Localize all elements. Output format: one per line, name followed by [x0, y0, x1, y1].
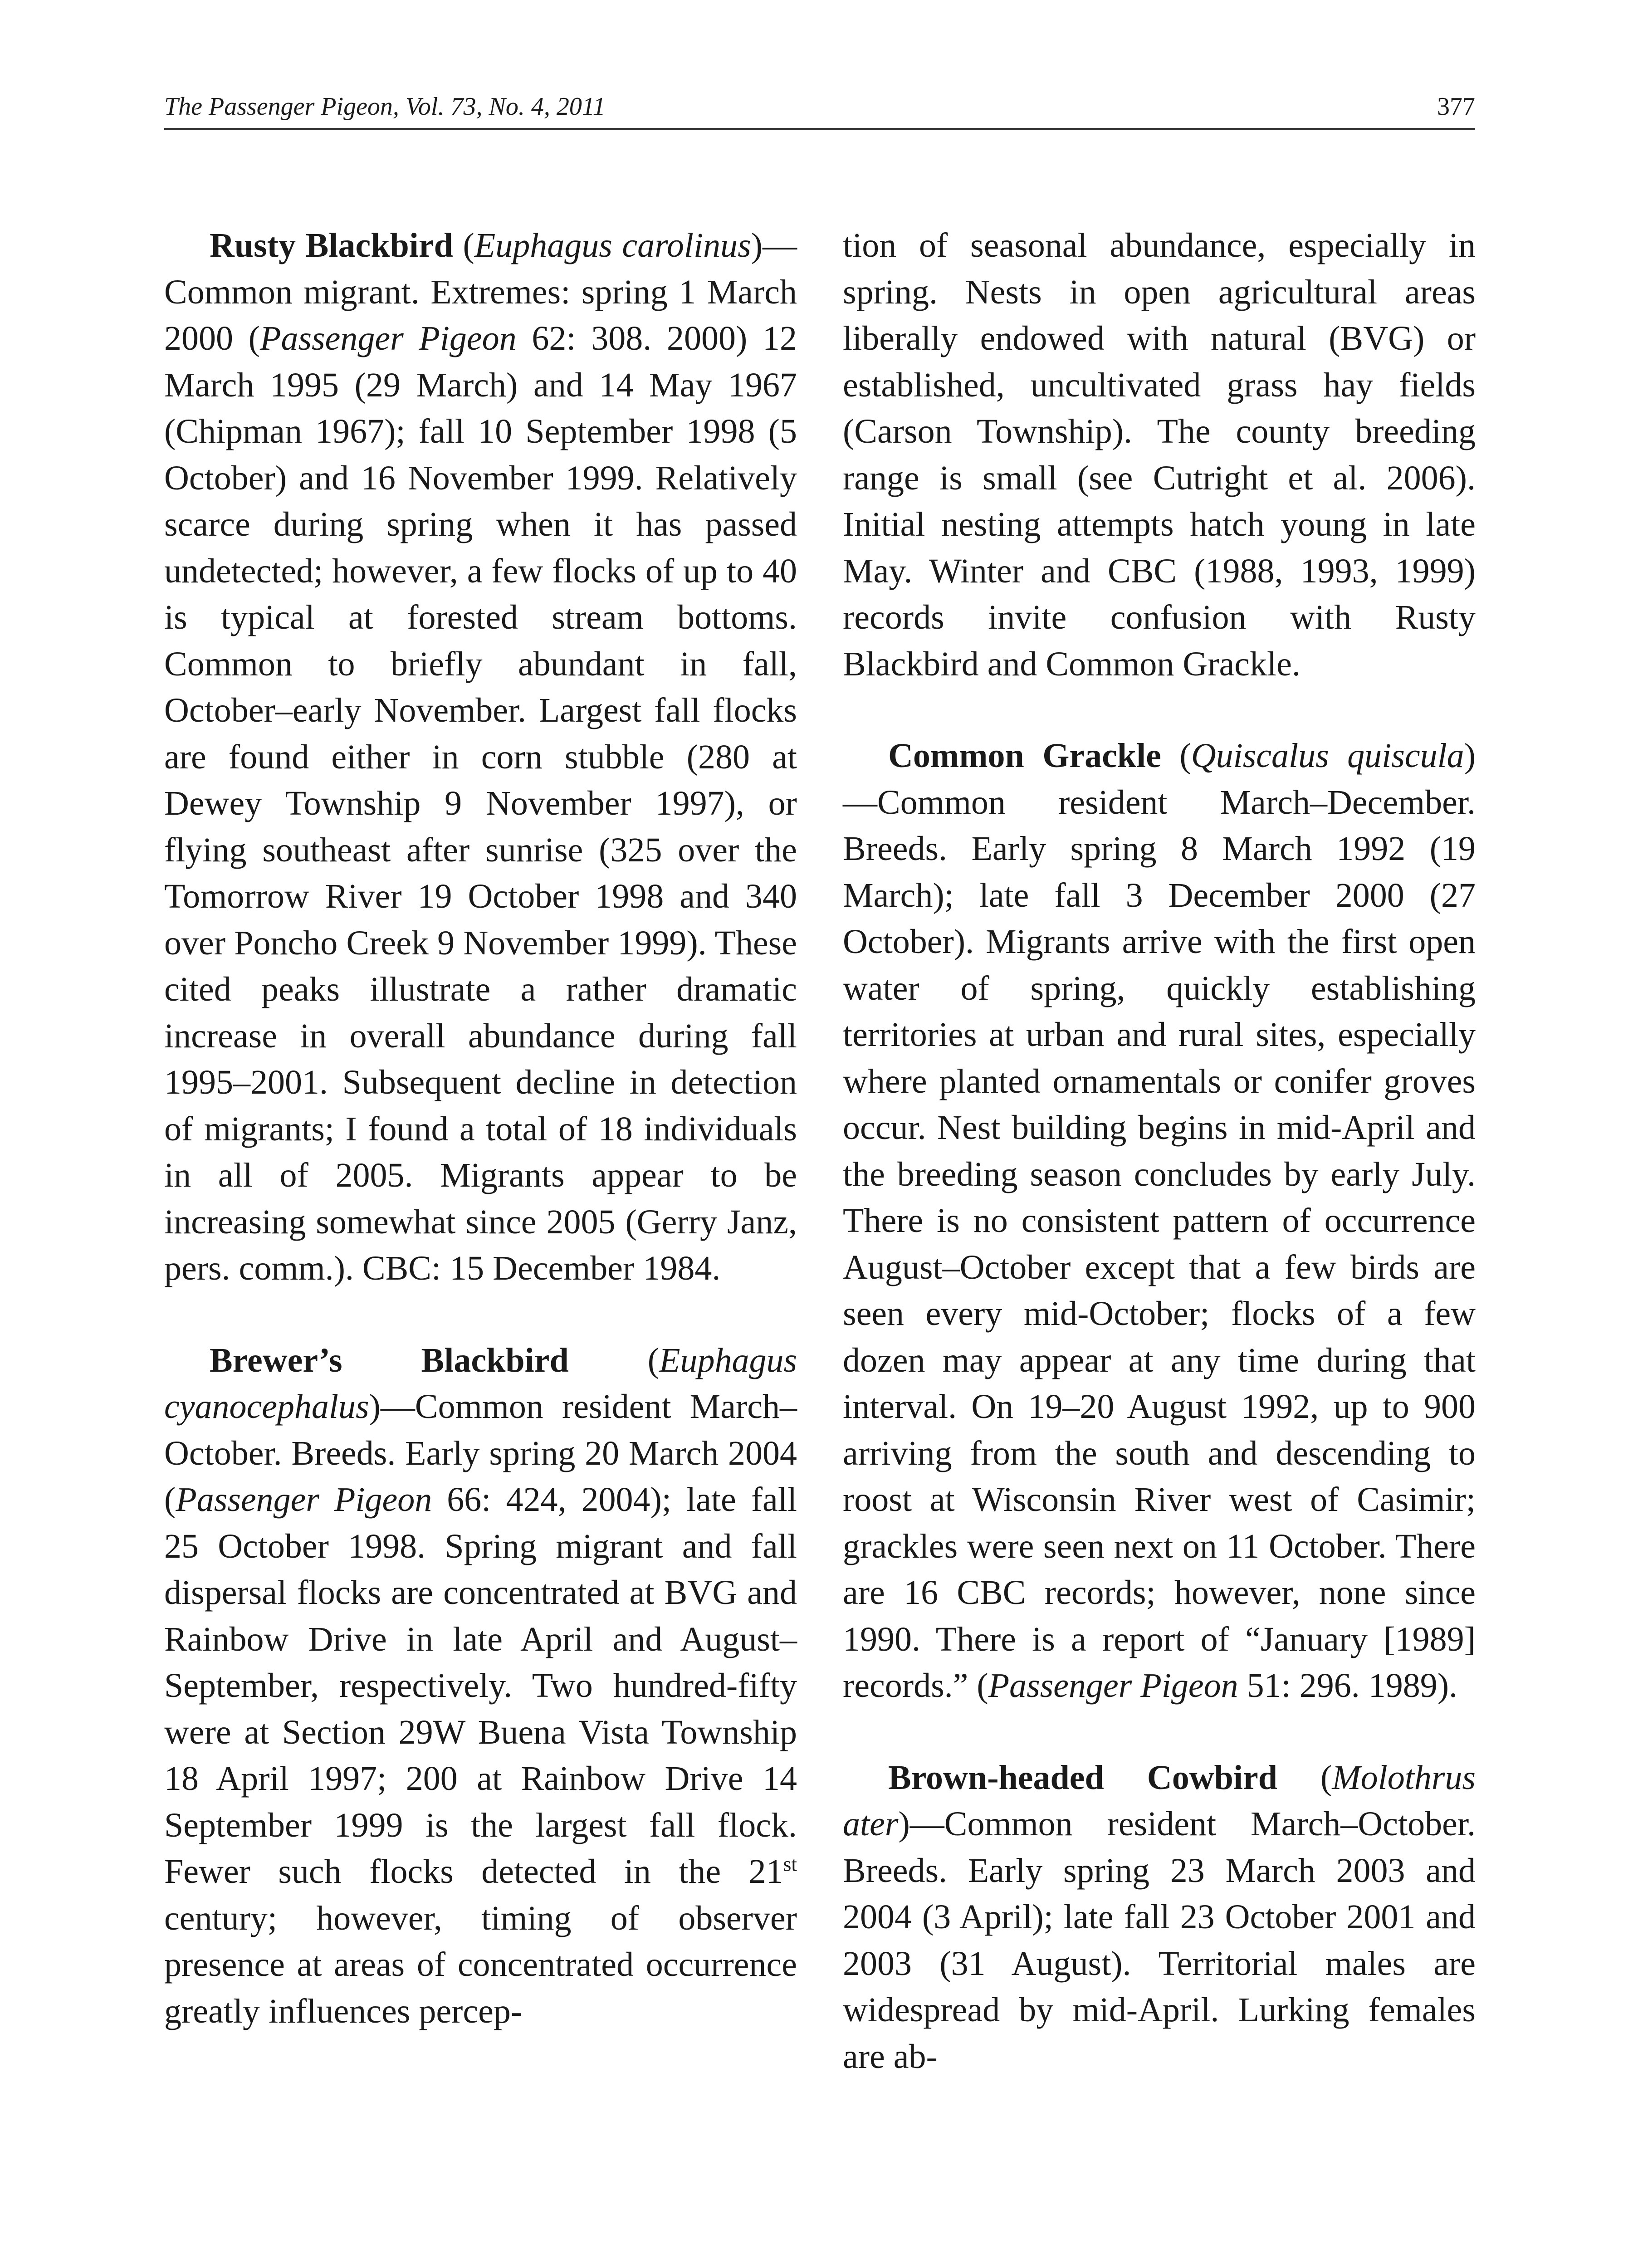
- species-account-brewers-blackbird: Brewer’s Blackbird (Euphagus cyanocephalus)—Common resident March–October. Breeds. Early spring 20 March 2004 (Passenger Pigeon 66: 424, 2004); late fall 25 October 1998. Spring migrant and fall dispersal flocks are concentrated at BVG and Rainbow Drive in late April and August–September, respectively. Two hundred-fifty were at Section 29W Buena Vista Township 18 April 1997; 200 at Rainbow Drive 14 September 1999 is the largest fall flock. Fewer such flocks detected in the 21st century; however, timing of observer presence at areas of concentrated occurrence greatly influences percep-: [164, 1341, 797, 2030]
- left-column: [164, 222, 797, 2080]
- species-account-brown-headed-cowbird: Brown-headed Cowbird (Molothrus ater)—Common resident March–October. Breeds. Early spring 23 March 2003 and 2004 (3 April); late fall 23 October 2001 and 2003 (31 August). Territorial males are widespread by mid-April. Lurking females are ab-: [843, 1758, 1476, 2076]
- right-column: [843, 222, 1476, 2125]
- scientific-name: Euphagus cyanocephalus: [164, 1341, 797, 1426]
- species-name: Rusty Blackbird: [210, 226, 453, 264]
- journal-citation: Passenger Pigeon: [260, 319, 517, 357]
- species-account-common-grackle: Common Grackle (Quiscalus quiscula)—Common resident March–December. Breeds. Early spring 8 March 1992 (19 March); late fall 3 December 2000 (27 October). Migrants arrive with the first open water of spring, quickly establishing territories at urban and rural sites, especially where planted ornamentals or conifer groves occur. Nest building begins in mid-April and the breeding season concludes by early July. There is no consistent pattern of occurrence August–October except that a few birds are seen every mid-October; flocks of a few dozen may appear at any time during that interval. On 19–20 August 1992, up to 900 arriving from the south and descending to roost at Wisconsin River west of Casimir; grackles were seen next on 11 October. There are 16 CBC records; however, none since 1990. There is a report of “January [1989] records.” (Passenger Pigeon 51: 296. 1989).: [843, 737, 1476, 1705]
- species-name: Brown-headed Cowbird: [888, 1758, 1277, 1797]
- journal-citation: Passenger Pigeon: [176, 1481, 432, 1519]
- species-name: Brewer’s Blackbird: [210, 1341, 569, 1379]
- running-header: [164, 88, 1475, 125]
- species-name: Common Grackle: [888, 737, 1161, 775]
- journal-citation: Passenger Pigeon: [988, 1667, 1238, 1705]
- header-rule: [164, 128, 1475, 130]
- scientific-name: Quiscalus quiscula: [1191, 737, 1464, 775]
- ordinal-suffix: st: [783, 1852, 797, 1876]
- scientific-name: Molothrus ater: [843, 1758, 1476, 1843]
- page-number: 377: [1437, 93, 1475, 121]
- journal-title: The Passenger Pigeon, Vol. 73, No. 4, 2011: [164, 93, 606, 121]
- species-account-rusty-blackbird: Rusty Blackbird (Euphagus carolinus)—Common migrant. Extremes: spring 1 March 2000 (Passenger Pigeon 62: 308. 2000) 12 March 1995 (29 March) and 14 May 1967 (Chipman 1967); fall 10 September 1998 (5 October) and 16 November 1999. Relatively scarce during spring when it has passed undetected; however, a few flocks of up to 40 is typical at forested stream bottoms. Common to briefly abundant in fall, October–early November. Largest fall flocks are found either in corn stubble (280 at Dewey Township 9 November 1997), or flying southeast after sunrise (325 over the Tomorrow River 19 October 1998 and 340 over Poncho Creek 9 November 1999). These cited peaks illustrate a rather dramatic increase in overall abundance during fall 1995–2001. Subsequent decline in detection of migrants; I found a total of 18 individuals in all of 2005. Migrants appear to be increasing somewhat since 2005 (Gerry Janz, pers. comm.). CBC: 15 December 1984.: [164, 226, 797, 1287]
- continued-paragraph: tion of seasonal abundance, especially in spring. Nests in open agricultural areas liberally endowed with natural (BVG) or established, uncultivated grass hay fields (Carson Township). The county breeding range is small (see Cutright et al. 2006). Initial nesting attempts hatch young in late May. Winter and CBC (1988, 1993, 1999) records invite confusion with Rusty Blackbird and Common Grackle.: [843, 226, 1476, 683]
- scientific-name: Euphagus carolinus: [474, 226, 751, 264]
